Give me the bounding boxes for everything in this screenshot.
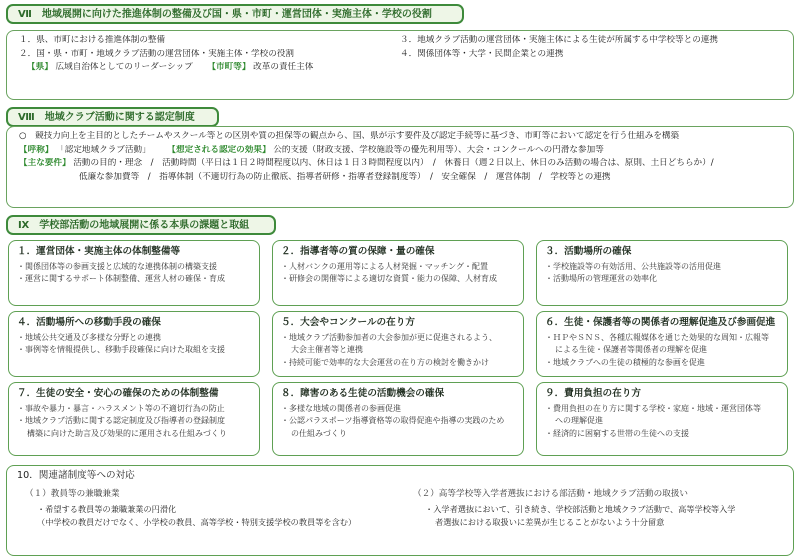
challenge-card-5 <box>272 311 524 377</box>
s10-left-item: （中学校の教員だけでなく、小学校の教員、高等学校・特別支援学校の教員等を含む） <box>37 516 357 527</box>
s10-right-subtitle: （２）高等学校等入学者選抜における部活動・地域クラブ活動の取扱い <box>413 488 689 499</box>
card-7-item: ・地域クラブ活動に関する認定制度及び指導者の登録制度 <box>17 416 225 426</box>
card-6-item: ・ＨＰやＳＮＳ、各種広報媒体を通じた効果的な周知・広報等 <box>545 332 769 342</box>
card-7-item: 構築に向けた助言及び効果的に運用される仕組みづくり <box>27 428 227 438</box>
challenge-card-7 <box>8 382 260 456</box>
challenge-card-6 <box>536 311 788 377</box>
card-9-item: ・費用負担の在り方に関する学校・家庭・地域・運営団体等 <box>545 403 761 413</box>
s7-roles-line <box>19 62 781 76</box>
s7-text-pref: 広域自治体としてのリーダーシップ <box>55 62 193 72</box>
section-10-title: 10．関連諸制度等への対応 <box>17 470 135 481</box>
s8-tag-req: 【主な要件】 <box>19 158 71 168</box>
card-5-item: ・地域クラブ活動参加者の大会参加が更に促進されるよう、 <box>281 332 497 342</box>
section-7-panel <box>6 30 794 100</box>
card-9-item: への理解促進 <box>555 416 603 426</box>
card-9-item: ・経済的に困窮する世帯の生徒への支援 <box>545 428 689 438</box>
challenge-card-2 <box>272 240 524 306</box>
s7-text-city: 改革の責任主体 <box>253 62 314 72</box>
s7-tag-pref: 【県】 <box>27 62 53 72</box>
s10-right-item: 者選抜における取扱いに差異が生じることがないよう十分留意 <box>435 516 665 527</box>
s8-line-3 <box>19 158 781 172</box>
card-2-item: ・研修会の開催等による適切な資質・能力の保障、人材育成 <box>281 274 497 284</box>
card-4-title: ４．活動場所への移動手段の確保 <box>17 317 161 328</box>
section-8-panel <box>6 126 794 208</box>
card-8-title: ８．障害のある生徒の活動機会の確保 <box>281 388 445 399</box>
card-3-item: ・学校施設等の有効活用、公共施設等の活用促進 <box>545 261 721 271</box>
challenge-card-1 <box>8 240 260 306</box>
card-2-title: ２．指導者等の質の保障・量の確保 <box>281 246 435 257</box>
card-4-item: ・事例等を情報提供し、移動手段確保に向けた取組を支援 <box>17 345 225 355</box>
card-1-title: １．運営団体・実施主体の体制整備等 <box>17 246 181 257</box>
card-6-item: による生徒・保護者等関係者の理解を促進 <box>555 345 707 355</box>
challenge-card-3 <box>536 240 788 306</box>
section-9-heading: Ⅸ 学校部活動の地域展開に係る本県の課題と取組 <box>6 215 276 235</box>
card-9-title: ９．費用負担の在り方 <box>545 388 641 399</box>
card-8-item: の仕組みづくり <box>291 428 347 438</box>
card-3-title: ３．活動場所の確保 <box>545 246 632 257</box>
card-8-item: ・公認パラスポーツ指導資格等の取得促進や指導の実践のため <box>281 416 505 426</box>
s7-item-4: ４．関係団体等・大学・民間企業との連携 <box>400 48 564 59</box>
card-8-item: ・多様な地域の関係者の参画促進 <box>281 403 401 413</box>
card-7-item: ・事故や暴力・暴言・ハラスメント等の不適切行為の防止 <box>17 403 225 413</box>
s8-text-req1: 活動の目的・理念 / 活動時間（平日は１日２時間程度以内、休日は１日３時間程度以内） / 休養日（週２日以上、休日のみ活動の場合は、原則、土日どちらか）/ <box>73 158 714 168</box>
section-7-heading: Ⅶ 地域展開に向けた推進体制の整備及び国・県・市町・運営団体・実施主体・学校の役割 <box>6 4 464 24</box>
card-5-title: ５．大会やコンクールの在り方 <box>281 317 415 328</box>
card-2-item: ・人材バンクの運用等による人材発掘・マッチング・配置 <box>281 261 488 271</box>
card-1-item: ・関係団体等の参画支援と広域的な連携体制の構築支援 <box>17 261 217 271</box>
s8-text-call: 「認定地域クラブ活動」 <box>56 144 151 155</box>
s7-tag-city: 【市町等】 <box>207 62 251 72</box>
section-8-heading: Ⅷ 地域クラブ活動に関する認定制度 <box>6 107 219 127</box>
card-7-title: ７．生徒の安全・安心の確保のための体制整備 <box>17 388 219 399</box>
section-10-panel <box>6 465 794 556</box>
s8-text-effect: 公的支援（財政支援、学校施設等の優先利用等）、大会・コンクールへの円滑な参加等 <box>273 144 604 155</box>
card-3-item: ・活動場所の管理運営の効率化 <box>545 274 657 284</box>
s8-tag-call: 【呼称】 <box>19 144 54 155</box>
card-4-item: ・地域公共交通及び多様な分野との連携 <box>17 332 161 342</box>
s7-item-3: ３．地域クラブ活動の運営団体・実施主体による生徒が所属する中学校等との連携 <box>400 35 718 45</box>
s8-tag-effect: 【想定される認定の効果】 <box>167 144 271 155</box>
s10-left-subtitle: （１）教員等の兼職兼業 <box>25 488 120 499</box>
s7-item-1: １．県、市町における推進体制の整備 <box>19 35 166 45</box>
s10-right-item: ・入学者選抜において、引き続き、学校部活動と地域クラブ活動で、高等学校等入学 <box>425 503 736 514</box>
card-1-item: ・運営に関するサポート体制整備、運営人材の確保・育成 <box>17 274 225 284</box>
s10-left-item: ・希望する教員等の兼職兼業の円滑化 <box>37 503 177 514</box>
s8-line-4: 低廉な参加費等 / 指導体制（不適切行為の防止徹底、指導者研修・指導者登録制度等） / 安全確保 / 運営体制 / 学校等との連携 <box>79 171 611 182</box>
card-6-title: ６．生徒・保護者等の関係者の理解促進及び参画促進 <box>545 317 776 328</box>
card-5-item: ・持続可能で効率的な大会運営の在り方の検討を働きかけ <box>281 357 489 367</box>
challenge-card-4 <box>8 311 260 377</box>
challenge-card-8 <box>272 382 524 456</box>
card-5-item: 大会主催者等と連携 <box>291 345 363 355</box>
s8-line-1: ○ 競技力向上を主目的としたチームやスクール等との区別や質の担保等の観点から、国、県が示す要件及び認定手続等に基づき、市町等において認定を行う仕組みを構築 <box>19 131 680 141</box>
s8-line-2 <box>19 145 781 159</box>
card-6-item: ・地域クラブへの生徒の積極的な参画を促進 <box>545 357 705 367</box>
challenge-card-9 <box>536 382 788 456</box>
s7-item-2: ２．国・県・市町・地域クラブ活動の運営団体・実施主体・学校の役割 <box>19 48 295 59</box>
